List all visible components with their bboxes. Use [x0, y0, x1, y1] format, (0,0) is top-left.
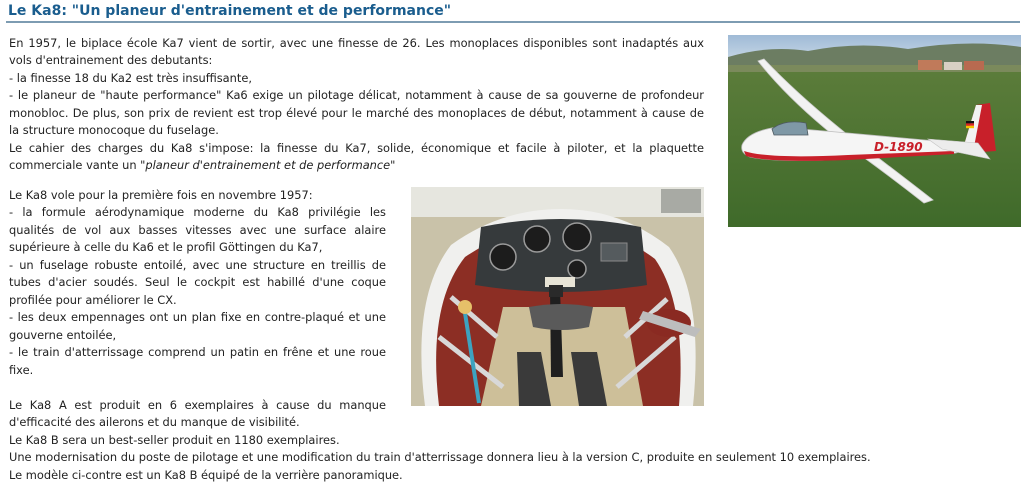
ka8b-line: Le Ka8 B sera un best-seller produit en 1180 exemplaires. [9, 433, 340, 447]
model-line: Le modèle ci-contre est un Ka8 B équipé de la verrière panoramique. [9, 467, 403, 482]
list-item-aerodynamics: - la formule aérodynamique moderne du Ka8 privilégie les qualités de vol aux basses vitesses avec une surface alaire supérieure à celle du Ka6 et le profil Göttingen du Ka7, [9, 205, 386, 255]
list-item-ka6: - le planeur de "haute performance" Ka6 exige un pilotage délicat, notamment à cause de sa gouverne de profondeur monobloc. De plus, son prix de revient est trop élevé pour le marché des monoplaces de début, notamment à cause de la structure monocoque du fuselage. [9, 88, 704, 138]
list-item-landing-gear: - le train d'atterrissage comprend un patin en frêne et une roue fixe. [9, 345, 386, 377]
cockpit-illustration [411, 187, 704, 406]
glider-illustration [728, 35, 1021, 227]
intro-section [9, 35, 704, 175]
ka8a-section [9, 397, 386, 432]
list-item-fuselage: - un fuselage robuste entoilé, avec une structure en treillis de tubes d'acier soudés. Seul le cockpit est habillé d'une coque profilée pour améliorer le CX. [9, 257, 386, 307]
glider-photo [728, 35, 1021, 227]
ka8c-line: Une modernisation du poste de pilotage et une modification du train d'atterrissage donnera lieu à la version C, produite en seulement 10 exemplaires. [9, 450, 871, 465]
list-item-empennage: - les deux empennages ont un plan fixe en contre-plaqué et une gouverne entoilée, [9, 310, 386, 342]
cahier-quote: "planeur d'entrainement et de performance" [140, 158, 396, 173]
cahier-text: Le cahier des charges du Ka8 s'impose: la finesse du Ka7, solide, économique et facile à piloter, et la plaquette commerciale vante un [9, 140, 704, 173]
page-title: Le Ka8: "Un planeur d'entrainement et de performance" [8, 3, 452, 19]
list-item-ka2: - la finesse 18 du Ka2 est très insuffisante, [9, 70, 252, 85]
ka8a-line: Le Ka8 A est produit en 6 exemplaires à cause du manque d'efficacité des ailerons et du manque de visibilité. [9, 398, 386, 430]
versions-section [9, 432, 1009, 484]
cockpit-photo [411, 187, 704, 406]
first-flight-intro: Le Ka8 vole pour la première fois en novembre 1957: [9, 188, 313, 202]
title-underline [6, 21, 1020, 23]
glider-registration: D-1890 [874, 140, 923, 154]
first-flight-section [9, 187, 386, 379]
intro-line: En 1957, le biplace école Ka7 vient de sortir, avec une finesse de 26. Les monoplaces disponibles sont inadaptés aux vols d'entrainement des debutants: [9, 36, 704, 68]
cahier-des-charges [9, 140, 704, 175]
